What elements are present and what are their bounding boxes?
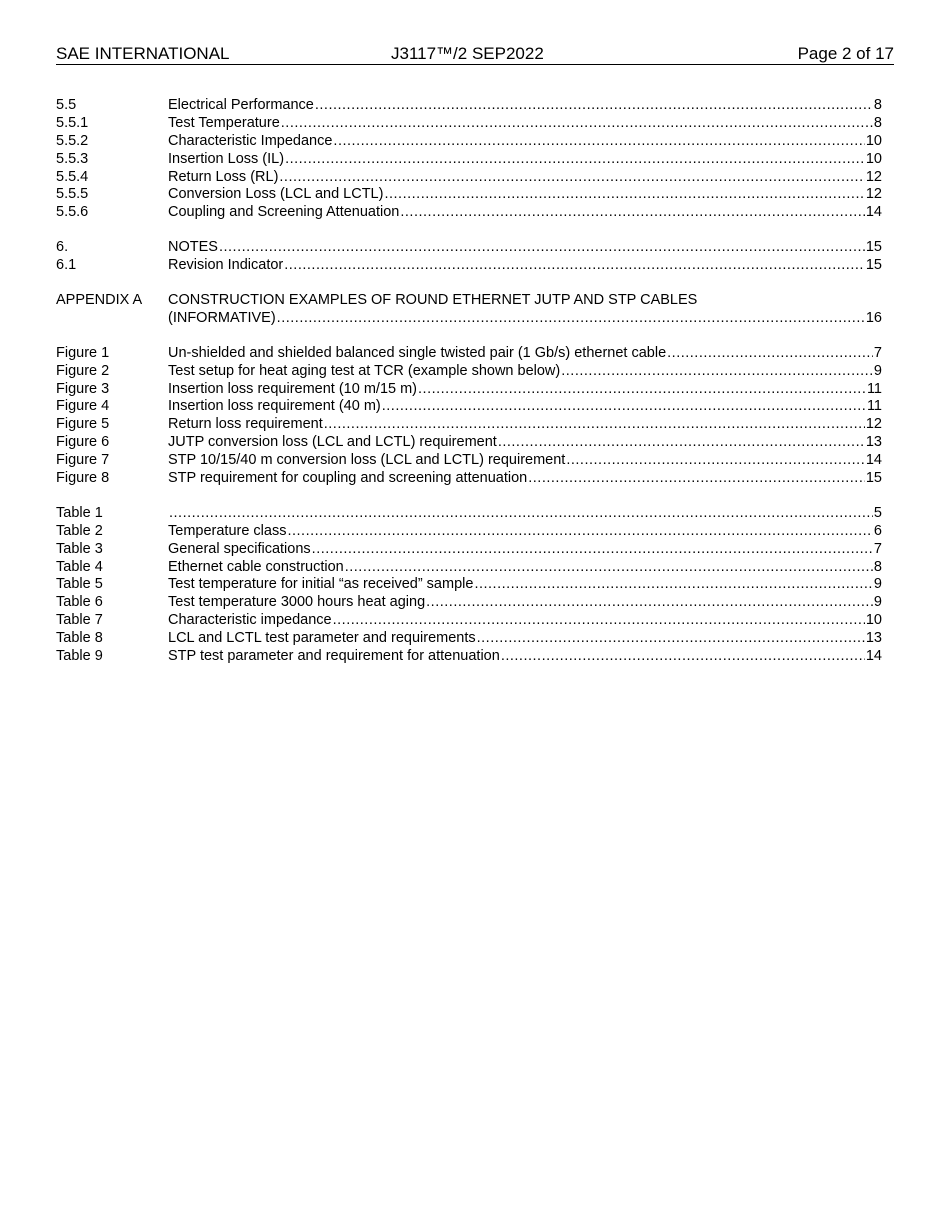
- dot-leader: [285, 151, 865, 169]
- toc-entry[interactable]: [56, 594, 882, 612]
- dot-leader: [281, 115, 873, 133]
- toc-entry-number: Table 3: [56, 540, 103, 557]
- toc-entry-number: Figure 7: [56, 452, 110, 469]
- toc-entry-number: 5.5.3: [56, 150, 89, 167]
- header-document-id: J3117™/2 SEP2022: [391, 44, 544, 63]
- toc-entry-title: Test temperature for initial “as received” sample: [168, 576, 474, 593]
- toc-entry-number: Table 1: [56, 504, 103, 521]
- dot-leader: [426, 594, 873, 612]
- toc-entry-title: Characteristic impedance: [168, 612, 332, 629]
- dot-leader: [333, 612, 865, 630]
- toc-entry-number: APPENDIX A: [56, 292, 143, 309]
- toc-entry[interactable]: [56, 257, 882, 275]
- toc-entry-page: 10: [865, 612, 882, 629]
- toc-entry-title: Electrical Performance: [168, 97, 314, 113]
- toc-entry[interactable]: [56, 115, 882, 133]
- toc-entry[interactable]: [56, 576, 882, 594]
- toc-entry-number: Table 8: [56, 630, 103, 647]
- dot-leader: [333, 133, 864, 151]
- toc-entry-appendix-continued[interactable]: [56, 310, 882, 328]
- toc-entry-number: 6.: [56, 239, 69, 256]
- toc-entry-title: Un-shielded and shielded balanced single twisted pair (1 Gb/s) ethernet cable: [168, 344, 667, 361]
- toc-group-tables: [56, 505, 882, 666]
- toc-entry-number: 5.5.4: [56, 168, 89, 185]
- toc-entry-title: STP 10/15/40 m conversion loss (LCL and LCTL) requirement: [168, 452, 566, 469]
- dot-leader: [477, 630, 865, 648]
- toc-entry-number: 5.5.2: [56, 132, 89, 149]
- toc-entry-number: Figure 6: [56, 434, 110, 451]
- toc-entry-title: Insertion loss requirement (10 m/15 m): [168, 380, 418, 397]
- dot-leader: [284, 257, 865, 275]
- toc-entry-number: 5.5.1: [56, 114, 89, 131]
- header-organization: SAE INTERNATIONAL: [56, 44, 230, 63]
- toc-entry-number: 6.1: [56, 257, 77, 274]
- toc-entry-title: STP requirement for coupling and screening attenuation: [168, 470, 528, 487]
- toc-entry-page: 16: [865, 309, 882, 326]
- toc-group-notes: [56, 239, 882, 275]
- toc-entry-number: 5.5.6: [56, 204, 89, 221]
- toc-entry-page: 6: [873, 522, 882, 539]
- toc-group-figures: [56, 345, 882, 488]
- toc-entry-title: Return Loss (RL): [168, 168, 279, 185]
- toc-entry[interactable]: [56, 416, 882, 434]
- toc-entry-page: 8: [873, 114, 882, 131]
- toc-entry-page: 11: [866, 398, 882, 415]
- toc-entry-page: 10: [865, 132, 882, 149]
- toc-entry[interactable]: [56, 434, 882, 452]
- toc-entry-title: Ethernet cable construction: [168, 558, 344, 575]
- toc-entry-title: NOTES: [168, 239, 218, 256]
- toc-entry-title: Insertion loss requirement (40 m): [168, 398, 381, 415]
- page-header: [56, 44, 894, 65]
- toc-entry-page: 9: [873, 576, 882, 593]
- toc-entry-page: 13: [865, 434, 882, 451]
- toc-entry[interactable]: [56, 204, 882, 222]
- toc-entry-title: Test Temperature: [168, 114, 280, 131]
- dot-leader: [169, 505, 873, 523]
- dot-leader: [400, 204, 864, 222]
- table-of-contents: [56, 97, 882, 683]
- toc-entry-title: Test setup for heat aging test at TCR (example shown below): [168, 362, 561, 379]
- dot-leader: [474, 576, 872, 594]
- toc-entry-title: JUTP conversion loss (LCL and LCTL) requirement: [168, 434, 497, 451]
- dot-leader: [382, 398, 866, 416]
- toc-entry-title: Temperature class: [168, 522, 287, 539]
- dot-leader: [501, 648, 865, 666]
- toc-entry[interactable]: [56, 630, 882, 648]
- toc-entry-page: 7: [873, 344, 882, 361]
- toc-entry-number: Figure 2: [56, 362, 110, 379]
- dot-leader: [219, 239, 865, 257]
- toc-entry-page: 14: [865, 452, 882, 469]
- toc-entry[interactable]: [56, 398, 882, 416]
- dot-leader: [498, 434, 865, 452]
- toc-entry[interactable]: [56, 523, 882, 541]
- toc-entry-title: (INFORMATIVE): [168, 309, 276, 326]
- toc-entry-page: 12: [865, 416, 882, 433]
- toc-entry-title: LCL and LCTL test parameter and requirements: [168, 630, 476, 647]
- toc-entry[interactable]: [56, 505, 882, 523]
- toc-entry-number: Figure 5: [56, 416, 110, 433]
- dot-leader: [315, 97, 873, 115]
- toc-entry-number: Figure 3: [56, 380, 110, 397]
- toc-entry-page: 13: [865, 630, 882, 647]
- toc-entry-page: 5: [873, 504, 882, 521]
- dot-leader: [324, 416, 865, 434]
- toc-entry-page: 14: [865, 648, 882, 665]
- dot-leader: [312, 541, 873, 559]
- toc-entry[interactable]: [56, 345, 882, 363]
- toc-entry[interactable]: [56, 381, 882, 399]
- toc-entry[interactable]: [56, 612, 882, 630]
- toc-group-sections: [56, 97, 882, 222]
- toc-entry-number: Figure 4: [56, 398, 110, 415]
- toc-entry[interactable]: [56, 186, 882, 204]
- toc-entry-title: Revision Indicator: [168, 257, 284, 274]
- toc-group-appendix: [56, 292, 882, 328]
- toc-entry-number: 5.5.5: [56, 186, 89, 203]
- toc-entry-number: Table 2: [56, 522, 103, 539]
- toc-entry-page: 15: [865, 239, 882, 256]
- toc-entry-number: Table 7: [56, 612, 103, 629]
- dot-leader: [667, 345, 873, 363]
- dot-leader: [566, 452, 865, 470]
- toc-entry-number: Figure 1: [56, 344, 110, 361]
- toc-entry[interactable]: [56, 470, 882, 488]
- header-page-number: Page 2 of 17: [797, 44, 894, 63]
- toc-entry-page: 9: [873, 362, 882, 379]
- toc-entry-page: 12: [865, 168, 882, 185]
- toc-entry[interactable]: [56, 541, 882, 559]
- toc-entry-title: Characteristic Impedance: [168, 132, 333, 149]
- dot-leader: [528, 470, 865, 488]
- toc-entry-page: 7: [873, 540, 882, 557]
- toc-entry[interactable]: [56, 97, 882, 115]
- toc-entry-number: 5.5: [56, 97, 77, 113]
- toc-entry-page: 8: [873, 97, 882, 113]
- dot-leader: [561, 363, 873, 381]
- toc-entry-appendix[interactable]: [56, 292, 882, 310]
- toc-entry-number: Table 4: [56, 558, 103, 575]
- toc-entry[interactable]: [56, 239, 882, 257]
- toc-entry-number: Figure 8: [56, 470, 110, 487]
- toc-entry[interactable]: [56, 452, 882, 470]
- dot-leader: [279, 169, 864, 187]
- dot-leader: [345, 559, 873, 577]
- toc-entry-page: 8: [873, 558, 882, 575]
- toc-entry-title: Insertion Loss (IL): [168, 150, 285, 167]
- toc-entry[interactable]: [56, 648, 882, 666]
- toc-entry[interactable]: [56, 169, 882, 187]
- toc-entry-number: Table 9: [56, 648, 103, 665]
- toc-entry[interactable]: [56, 133, 882, 151]
- toc-entry-page: 14: [865, 204, 882, 221]
- toc-entry[interactable]: [56, 151, 882, 169]
- dot-leader: [287, 523, 872, 541]
- toc-entry-title: Test temperature 3000 hours heat aging: [168, 594, 426, 611]
- toc-entry-number: Table 5: [56, 576, 103, 593]
- toc-entry-page: 10: [865, 150, 882, 167]
- toc-entry-number: Table 6: [56, 594, 103, 611]
- toc-entry-title: Coupling and Screening Attenuation: [168, 204, 400, 221]
- toc-entry-page: 9: [873, 594, 882, 611]
- toc-entry[interactable]: [56, 559, 882, 577]
- toc-entry-page: 15: [865, 470, 882, 487]
- toc-entry-page: 11: [866, 380, 882, 397]
- toc-entry-page: 12: [865, 186, 882, 203]
- toc-entry[interactable]: [56, 363, 882, 381]
- dot-leader: [418, 381, 866, 399]
- toc-entry-page: 15: [865, 257, 882, 274]
- toc-entry-title: STP test parameter and requirement for attenuation: [168, 648, 500, 665]
- dot-leader: [277, 310, 865, 328]
- toc-entry-title: General specifications: [168, 540, 311, 557]
- toc-entry-title: CONSTRUCTION EXAMPLES OF ROUND ETHERNET JUTP AND STP CABLES: [168, 292, 698, 309]
- dot-leader: [384, 186, 864, 204]
- toc-entry-title: Return loss requirement: [168, 416, 323, 433]
- toc-entry-title: Conversion Loss (LCL and LCTL): [168, 186, 384, 203]
